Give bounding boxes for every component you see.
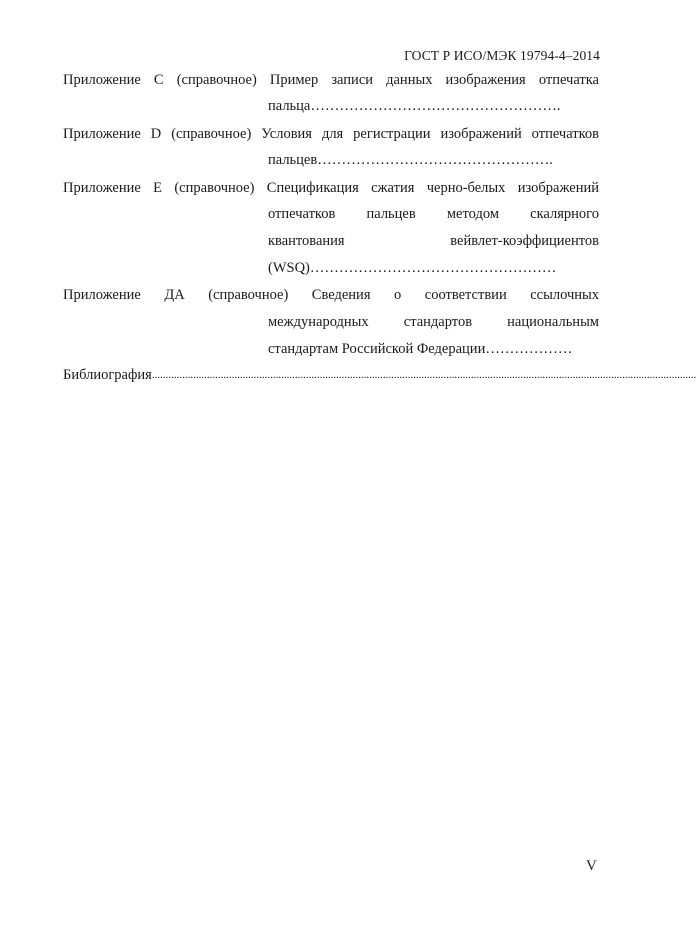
toc-entry-appendix-e-continuation-3: (WSQ)…………………………………………… bbox=[268, 260, 557, 276]
toc-entry-appendix-da-continuation-2: стандартам Российской Федерации……………… bbox=[268, 341, 573, 357]
toc-entry-appendix-da-title[interactable]: Приложение ДА (справочное) Сведения о соответствии ссылочных bbox=[63, 287, 599, 303]
document-header: ГОСТ Р ИСО/МЭК 19794-4–2014 bbox=[404, 48, 600, 63]
toc-entry-bibliography-label: Библиография bbox=[63, 367, 152, 383]
toc-entry-appendix-e-continuation-2: квантования вейвлет-коэффициентов bbox=[268, 233, 599, 249]
toc-entry-appendix-e-continuation-1: отпечатков пальцев методом скалярного bbox=[268, 206, 599, 222]
toc-entry-appendix-da-continuation-1: международных стандартов национальным bbox=[268, 314, 599, 330]
page-number: V bbox=[586, 858, 597, 874]
toc-entry-appendix-d-title[interactable]: Приложение D (справочное) Условия для регистрации изображений отпечатков bbox=[63, 126, 599, 142]
toc-entry-bibliography[interactable] bbox=[63, 366, 696, 384]
toc-entry-appendix-d-continuation: пальцев…………………………………………. bbox=[268, 152, 553, 168]
toc-entry-appendix-c-title[interactable]: Приложение С (справочное) Пример записи данных изображения отпечатка bbox=[63, 72, 599, 88]
toc-entry-appendix-e-title[interactable]: Приложение Е (справочное) Спецификация сжатия черно-белых изображений bbox=[63, 180, 599, 196]
toc-dot-leader: ...................................................................................................................................................................................................... bbox=[151, 369, 696, 381]
toc-entry-appendix-c-continuation: пальца……………………………………………. bbox=[268, 98, 561, 114]
